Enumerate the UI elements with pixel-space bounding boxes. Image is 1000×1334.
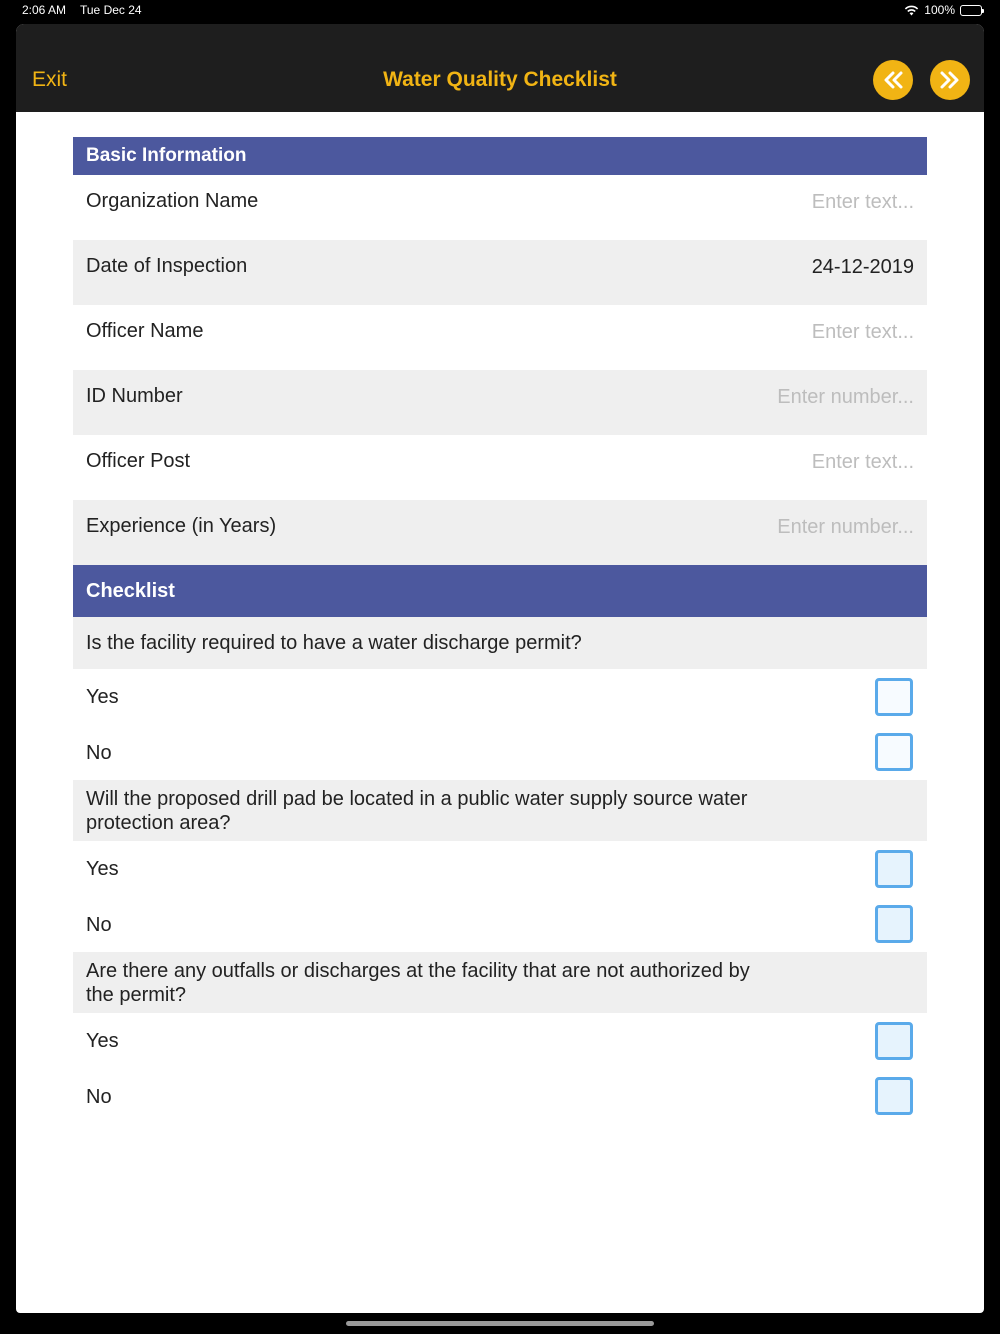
option-row-q3-yes <box>73 1013 927 1069</box>
section-header-checklist: Checklist <box>73 565 927 617</box>
checkbox-q1-no[interactable] <box>875 733 913 771</box>
field-label: Officer Post <box>86 450 191 472</box>
checkbox-q3-yes[interactable] <box>875 1022 913 1060</box>
section-header-basic-information: Basic Information <box>73 137 927 175</box>
checkbox-q3-no[interactable] <box>875 1077 913 1115</box>
officer-post-input[interactable] <box>554 448 914 476</box>
battery-percent: 100% <box>924 3 955 17</box>
officer-name-input[interactable] <box>554 318 914 346</box>
field-label: Date of Inspection <box>86 255 248 277</box>
option-label: No <box>86 914 112 936</box>
question-3: Are there any outfalls or discharges at the facility that are not authorized by the permit? <box>73 952 927 1013</box>
field-label: Organization Name <box>86 190 259 212</box>
question-2: Will the proposed drill pad be located in a public water supply source water protection area? <box>73 780 927 841</box>
experience-years-input[interactable] <box>554 513 914 541</box>
status-indicators <box>904 3 982 17</box>
option-label: No <box>86 742 112 764</box>
previous-button[interactable] <box>873 60 913 100</box>
field-organization-name <box>73 175 927 240</box>
page-title: Water Quality Checklist <box>383 68 617 91</box>
status-date: Tue Dec 24 <box>80 3 142 17</box>
date-of-inspection-input[interactable] <box>554 253 914 281</box>
question-1: Is the facility required to have a water discharge permit? <box>73 617 927 669</box>
checkbox-q1-yes[interactable] <box>875 678 913 716</box>
field-experience-years <box>73 500 927 565</box>
option-label: Yes <box>86 686 119 708</box>
double-chevron-left-icon <box>881 70 905 90</box>
navigation-bar <box>16 24 984 112</box>
organization-name-input[interactable] <box>554 188 914 216</box>
form-content <box>73 137 927 1124</box>
option-row-q1-no <box>73 725 927 780</box>
home-indicator[interactable] <box>346 1321 654 1326</box>
option-row-q2-yes <box>73 841 927 897</box>
checkbox-q2-yes[interactable] <box>875 850 913 888</box>
option-row-q3-no <box>73 1069 927 1124</box>
field-id-number <box>73 370 927 435</box>
field-label: Officer Name <box>86 320 204 342</box>
id-number-input[interactable] <box>554 383 914 411</box>
field-officer-name <box>73 305 927 370</box>
double-chevron-right-icon <box>938 70 962 90</box>
app-window <box>16 24 984 1313</box>
option-row-q1-yes <box>73 669 927 725</box>
checkbox-q2-no[interactable] <box>875 905 913 943</box>
wifi-icon <box>904 5 919 16</box>
option-label: No <box>86 1086 112 1108</box>
option-row-q2-no <box>73 897 927 952</box>
exit-button[interactable]: Exit <box>32 68 68 91</box>
option-label: Yes <box>86 858 119 880</box>
field-date-of-inspection <box>73 240 927 305</box>
field-officer-post <box>73 435 927 500</box>
option-label: Yes <box>86 1030 119 1052</box>
next-button[interactable] <box>930 60 970 100</box>
status-bar <box>0 0 1000 22</box>
battery-icon <box>960 5 982 16</box>
field-label: ID Number <box>86 385 183 407</box>
field-label: Experience (in Years) <box>86 515 277 537</box>
status-time: 2:06 AM <box>22 3 67 17</box>
